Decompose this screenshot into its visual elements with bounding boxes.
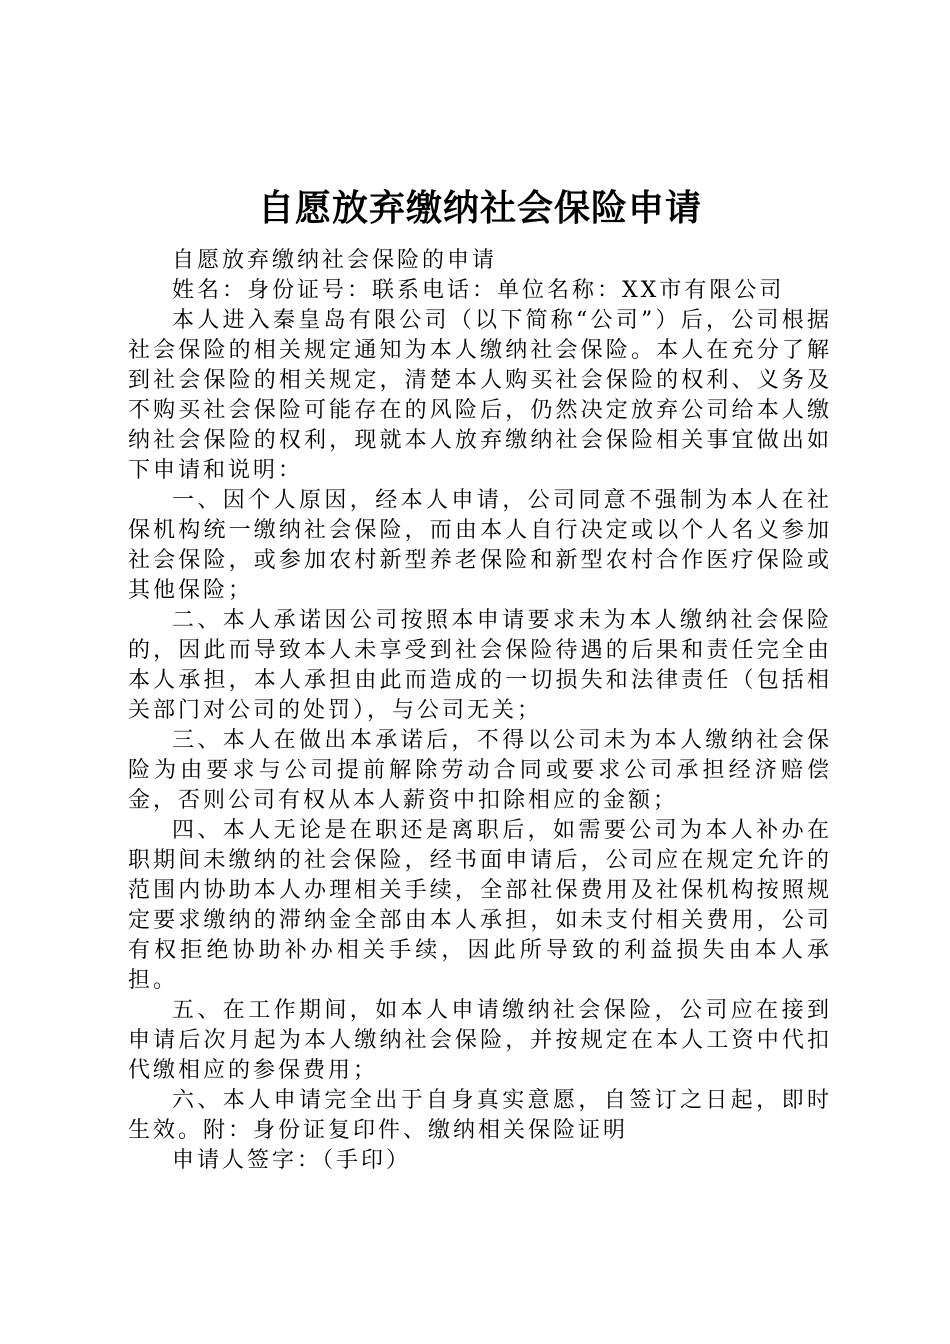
clause-2: 二、本人承诺因公司按照本申请要求未为本人缴纳社会保险的，因此而导致本人未享受到社会保险待遇的后果和责任完全由本人承担，本人承担由此而造成的一切损失和法律责任（包括相关部门对公司的处罚），与公司无关； — [128, 608, 832, 723]
document-subtitle: 自愿放弃缴纳社会保险的申请 — [172, 248, 498, 273]
clause-5: 五、在工作期间，如本人申请缴纳社会保险，公司应在接到申请后次月起为本人缴纳社会保险，并按规定在本人工资中代扣代缴相应的参保费用； — [128, 998, 832, 1083]
clause-3: 三、本人在做出本承诺后，不得以公司未为本人缴纳社会保险为由要求与公司提前解除劳动合同或要求公司承担经济赔偿金，否则公司有权从本人薪资中扣除相应的金额； — [128, 728, 832, 813]
document-title: 自愿放弃缴纳社会保险申请 — [257, 188, 702, 229]
document-page — [128, 180, 832, 1176]
applicant-info-line: 姓名：身份证号：联系电话：单位名称：XX市有限公司 — [172, 278, 785, 303]
clause-1: 一、因个人原因，经本人申请，公司同意不强制为本人在社保机构统一缴纳社会保险，而由本人自行决定或以个人名义参加社会保险，或参加农村新型养老保险和新型农村合作医疗保险或其他保险； — [128, 488, 832, 603]
clause-6: 六、本人申请完全出于自身真实意愿，自签订之日起，即时生效。附：身份证复印件、缴纳相关保险证明 — [128, 1088, 832, 1143]
intro-paragraph: 本人进入秦皇岛有限公司（以下简称“公司”）后，公司根据社会保险的相关规定通知为本人缴纳社会保险。本人在充分了解到社会保险的相关规定，清楚本人购买社会保险的权利、义务及不购买社会保险可能存在的风险后，仍然决定放弃公司给本人缴纳社会保险的权利，现就本人放弃缴纳社会保险相关事宜做出如下申请和说明： — [128, 308, 832, 483]
signature-line: 申请人签字：（手印） — [172, 1148, 412, 1173]
clause-4: 四、本人无论是在职还是离职后，如需要公司为本人补办在职期间未缴纳的社会保险，经书面申请后，公司应在规定允许的范围内协助本人办理相关手续，全部社保费用及社保机构按照规定要求缴纳的滞纳金全部由本人承担，如未支付相关费用，公司有权拒绝协助补办相关手续，因此所导致的利益损失由本人承担。 — [128, 818, 832, 993]
